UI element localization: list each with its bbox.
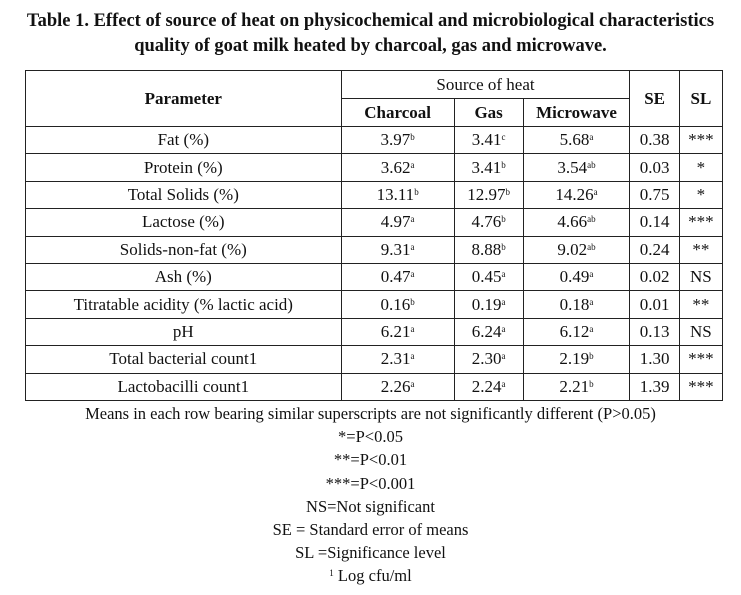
cell-se: [630, 346, 679, 373]
table-caption: [0, 9, 741, 59]
cell-parameter: [26, 154, 342, 181]
cell-gas-value: 12.97: [467, 184, 506, 204]
cell-charcoal-value: 6.21: [380, 321, 411, 341]
cell-sl-value: **: [692, 294, 710, 314]
cell-sl: [679, 181, 722, 208]
cell-parameter: [26, 236, 342, 263]
cell-microwave: [523, 127, 630, 154]
cell-microwave-value: 5.68: [559, 130, 590, 150]
cell-gas-superscript: b: [505, 186, 510, 197]
cell-parameter: [26, 263, 342, 290]
cell-charcoal-value: 2.26: [380, 376, 411, 396]
cell-se: [630, 318, 679, 345]
cell-gas-superscript: b: [501, 214, 506, 225]
cell-charcoal-value: 9.31: [380, 239, 411, 259]
cell-gas-superscript: a: [501, 378, 506, 389]
header-gas: Gas: [454, 99, 523, 127]
cell-se: [630, 209, 679, 236]
cell-se: [630, 263, 679, 290]
header-parameter: Parameter: [26, 71, 342, 127]
cell-parameter: [26, 318, 342, 345]
table-row: [26, 154, 723, 181]
cell-charcoal-superscript: a: [410, 269, 415, 280]
cell-sl: [679, 373, 722, 400]
cell-parameter-value: Titratable acidity (% lactic acid): [73, 294, 293, 314]
cell-se-value: 0.03: [639, 157, 670, 177]
cell-microwave: [523, 209, 630, 236]
cell-sl-value: ***: [688, 130, 714, 150]
cell-gas-value: 0.19: [471, 294, 502, 314]
cell-sl-value: **: [692, 239, 710, 259]
cell-microwave-value: 14.26: [555, 184, 594, 204]
cell-se-value: 0.24: [639, 239, 670, 259]
cell-charcoal-superscript: b: [410, 132, 415, 143]
cell-gas: [454, 127, 523, 154]
cell-microwave: [523, 373, 630, 400]
table-row: [26, 127, 723, 154]
cell-microwave-value: 4.66: [557, 212, 588, 232]
table-row: [26, 318, 723, 345]
table-row: [26, 346, 723, 373]
cell-microwave-superscript: a: [589, 269, 594, 280]
cell-charcoal: [341, 154, 454, 181]
note-sl: SL =Significance level: [295, 543, 446, 563]
cell-microwave: [523, 236, 630, 263]
cell-parameter-value: Lactose (%): [142, 212, 225, 232]
cell-microwave-superscript: b: [589, 351, 594, 362]
cell-parameter-value: Total bacterial count1: [109, 349, 258, 369]
header-se: SE: [630, 71, 679, 127]
cell-microwave: [523, 154, 630, 181]
cell-charcoal: [341, 318, 454, 345]
cell-microwave: [523, 346, 630, 373]
cell-microwave-superscript: a: [589, 323, 594, 334]
cell-charcoal-superscript: a: [410, 159, 415, 170]
cell-parameter-value: pH: [172, 321, 194, 341]
cell-charcoal-superscript: b: [410, 296, 415, 307]
cell-charcoal-superscript: b: [414, 186, 419, 197]
cell-charcoal-value: 13.11: [376, 184, 415, 204]
cell-gas-superscript: a: [501, 296, 506, 307]
cell-microwave-superscript: a: [589, 132, 594, 143]
cell-microwave-value: 6.12: [559, 321, 590, 341]
cell-microwave: [523, 291, 630, 318]
cell-se-value: 0.01: [639, 294, 670, 314]
cell-parameter-value: Total Solids (%): [127, 184, 239, 204]
header-source-of-heat: Source of heat: [341, 71, 630, 99]
cell-gas-value: 3.41: [471, 157, 502, 177]
cell-parameter: [26, 373, 342, 400]
cell-gas: [454, 318, 523, 345]
cell-se: [630, 236, 679, 263]
cell-sl-value: ***: [688, 349, 714, 369]
cell-microwave-superscript: ab: [587, 241, 596, 252]
cell-charcoal-superscript: a: [410, 214, 415, 225]
table-row: [26, 181, 723, 208]
cell-charcoal-value: 4.97: [380, 212, 411, 232]
cell-charcoal-value: 0.16: [380, 294, 411, 314]
cell-sl: [679, 263, 722, 290]
cell-charcoal: [341, 209, 454, 236]
cell-microwave: [523, 263, 630, 290]
cell-gas: [454, 181, 523, 208]
caption-line-1: Table 1. Effect of source of heat on physicochemical and microbiological characteristics: [26, 11, 715, 31]
cell-parameter-value: Solids-non-fat (%): [119, 239, 247, 259]
cell-parameter: [26, 346, 342, 373]
cell-gas-superscript: a: [501, 323, 506, 334]
table-footnotes: [0, 402, 741, 588]
cell-microwave-superscript: ab: [587, 214, 596, 225]
cell-se: [630, 127, 679, 154]
cell-se: [630, 373, 679, 400]
cell-parameter-value: Protein (%): [143, 157, 223, 177]
note-se: SE = Standard error of means: [272, 520, 469, 540]
cell-sl: [679, 154, 722, 181]
note-p01: **=P<0.01: [333, 450, 408, 470]
cell-sl-value: *: [696, 157, 706, 177]
results-table: [25, 70, 723, 401]
cell-microwave-superscript: a: [589, 296, 594, 307]
cell-parameter: [26, 209, 342, 236]
cell-charcoal-superscript: a: [410, 378, 415, 389]
cell-microwave: [523, 181, 630, 208]
cell-charcoal: [341, 346, 454, 373]
cell-gas: [454, 373, 523, 400]
cell-gas: [454, 346, 523, 373]
cell-sl: [679, 291, 722, 318]
cell-sl-value: ***: [688, 212, 714, 232]
cell-parameter-value: Lactobacilli count1: [117, 376, 250, 396]
cell-sl: [679, 127, 722, 154]
table-row: [26, 291, 723, 318]
cell-sl-value: ***: [688, 376, 714, 396]
table-row: [26, 236, 723, 263]
table-body: [26, 127, 723, 401]
table-row: [26, 373, 723, 400]
cell-charcoal-value: 3.97: [380, 130, 411, 150]
cell-charcoal-value: 0.47: [380, 267, 411, 287]
table-row: [26, 263, 723, 290]
cell-sl-value: NS: [690, 321, 712, 341]
cell-gas: [454, 236, 523, 263]
cell-charcoal-superscript: a: [410, 241, 415, 252]
cell-charcoal: [341, 181, 454, 208]
note-p05: *=P<0.05: [338, 427, 403, 447]
note-log: [0, 564, 741, 587]
cell-microwave-value: 0.49: [559, 267, 590, 287]
cell-se: [630, 291, 679, 318]
cell-gas: [454, 209, 523, 236]
cell-charcoal: [341, 373, 454, 400]
header-microwave: Microwave: [523, 99, 630, 127]
cell-charcoal-value: 3.62: [380, 157, 411, 177]
cell-se-value: 1.30: [639, 349, 670, 369]
cell-gas-value: 2.24: [471, 376, 502, 396]
cell-microwave-value: 3.54: [557, 157, 588, 177]
cell-charcoal-value: 2.31: [380, 349, 411, 369]
cell-gas-superscript: b: [501, 241, 506, 252]
cell-sl: [679, 346, 722, 373]
cell-charcoal: [341, 263, 454, 290]
cell-charcoal-superscript: a: [410, 323, 415, 334]
cell-parameter: [26, 127, 342, 154]
cell-se: [630, 154, 679, 181]
cell-se: [630, 181, 679, 208]
cell-gas: [454, 263, 523, 290]
cell-se-value: 0.38: [639, 130, 670, 150]
cell-microwave-value: 2.21: [559, 376, 590, 396]
cell-se-value: 0.13: [639, 321, 670, 341]
cell-charcoal: [341, 291, 454, 318]
table-row: [26, 209, 723, 236]
cell-microwave-superscript: b: [589, 378, 594, 389]
cell-sl: [679, 318, 722, 345]
cell-sl-value: *: [696, 184, 706, 204]
cell-gas-superscript: a: [501, 351, 506, 362]
cell-microwave-value: 0.18: [559, 294, 590, 314]
cell-sl: [679, 209, 722, 236]
cell-gas-value: 3.41: [471, 130, 502, 150]
cell-gas: [454, 154, 523, 181]
cell-sl: [679, 236, 722, 263]
cell-se-value: 0.14: [639, 212, 670, 232]
cell-microwave-superscript: ab: [587, 159, 596, 170]
cell-charcoal: [341, 127, 454, 154]
cell-gas-superscript: b: [501, 159, 506, 170]
cell-parameter-value: Fat (%): [157, 130, 210, 150]
header-sl: SL: [679, 71, 722, 127]
cell-se-value: 1.39: [639, 376, 670, 396]
cell-gas-superscript: c: [501, 132, 506, 143]
cell-se-value: 0.75: [639, 184, 670, 204]
header-row-1: [26, 71, 723, 99]
cell-microwave-superscript: a: [593, 186, 598, 197]
note-p001: ***=P<0.001: [325, 473, 416, 493]
cell-microwave-value: 9.02: [557, 239, 588, 259]
cell-gas-value: 6.24: [471, 321, 502, 341]
cell-gas-value: 8.88: [471, 239, 502, 259]
cell-parameter-value: Ash (%): [154, 267, 212, 287]
cell-microwave: [523, 318, 630, 345]
cell-parameter: [26, 181, 342, 208]
caption-line-2: quality of goat milk heated by charcoal, gas and microwave.: [134, 36, 607, 56]
cell-gas-value: 4.76: [471, 212, 502, 232]
cell-se-value: 0.02: [639, 267, 670, 287]
cell-gas-superscript: a: [501, 269, 506, 280]
cell-charcoal: [341, 236, 454, 263]
note-log-sup: 1: [329, 568, 334, 579]
cell-microwave-value: 2.19: [559, 349, 590, 369]
cell-sl-value: NS: [690, 267, 712, 287]
note-ns: NS=Not significant: [306, 496, 435, 516]
cell-gas-value: 2.30: [471, 349, 502, 369]
cell-gas: [454, 291, 523, 318]
cell-gas-value: 0.45: [471, 267, 502, 287]
cell-parameter: [26, 291, 342, 318]
note-log-text: Log cfu/ml: [333, 566, 412, 586]
note-means: Means in each row bearing similar superscripts are not significantly different (P>0.05): [85, 404, 656, 423]
cell-charcoal-superscript: a: [410, 351, 415, 362]
header-charcoal: Charcoal: [341, 99, 454, 127]
